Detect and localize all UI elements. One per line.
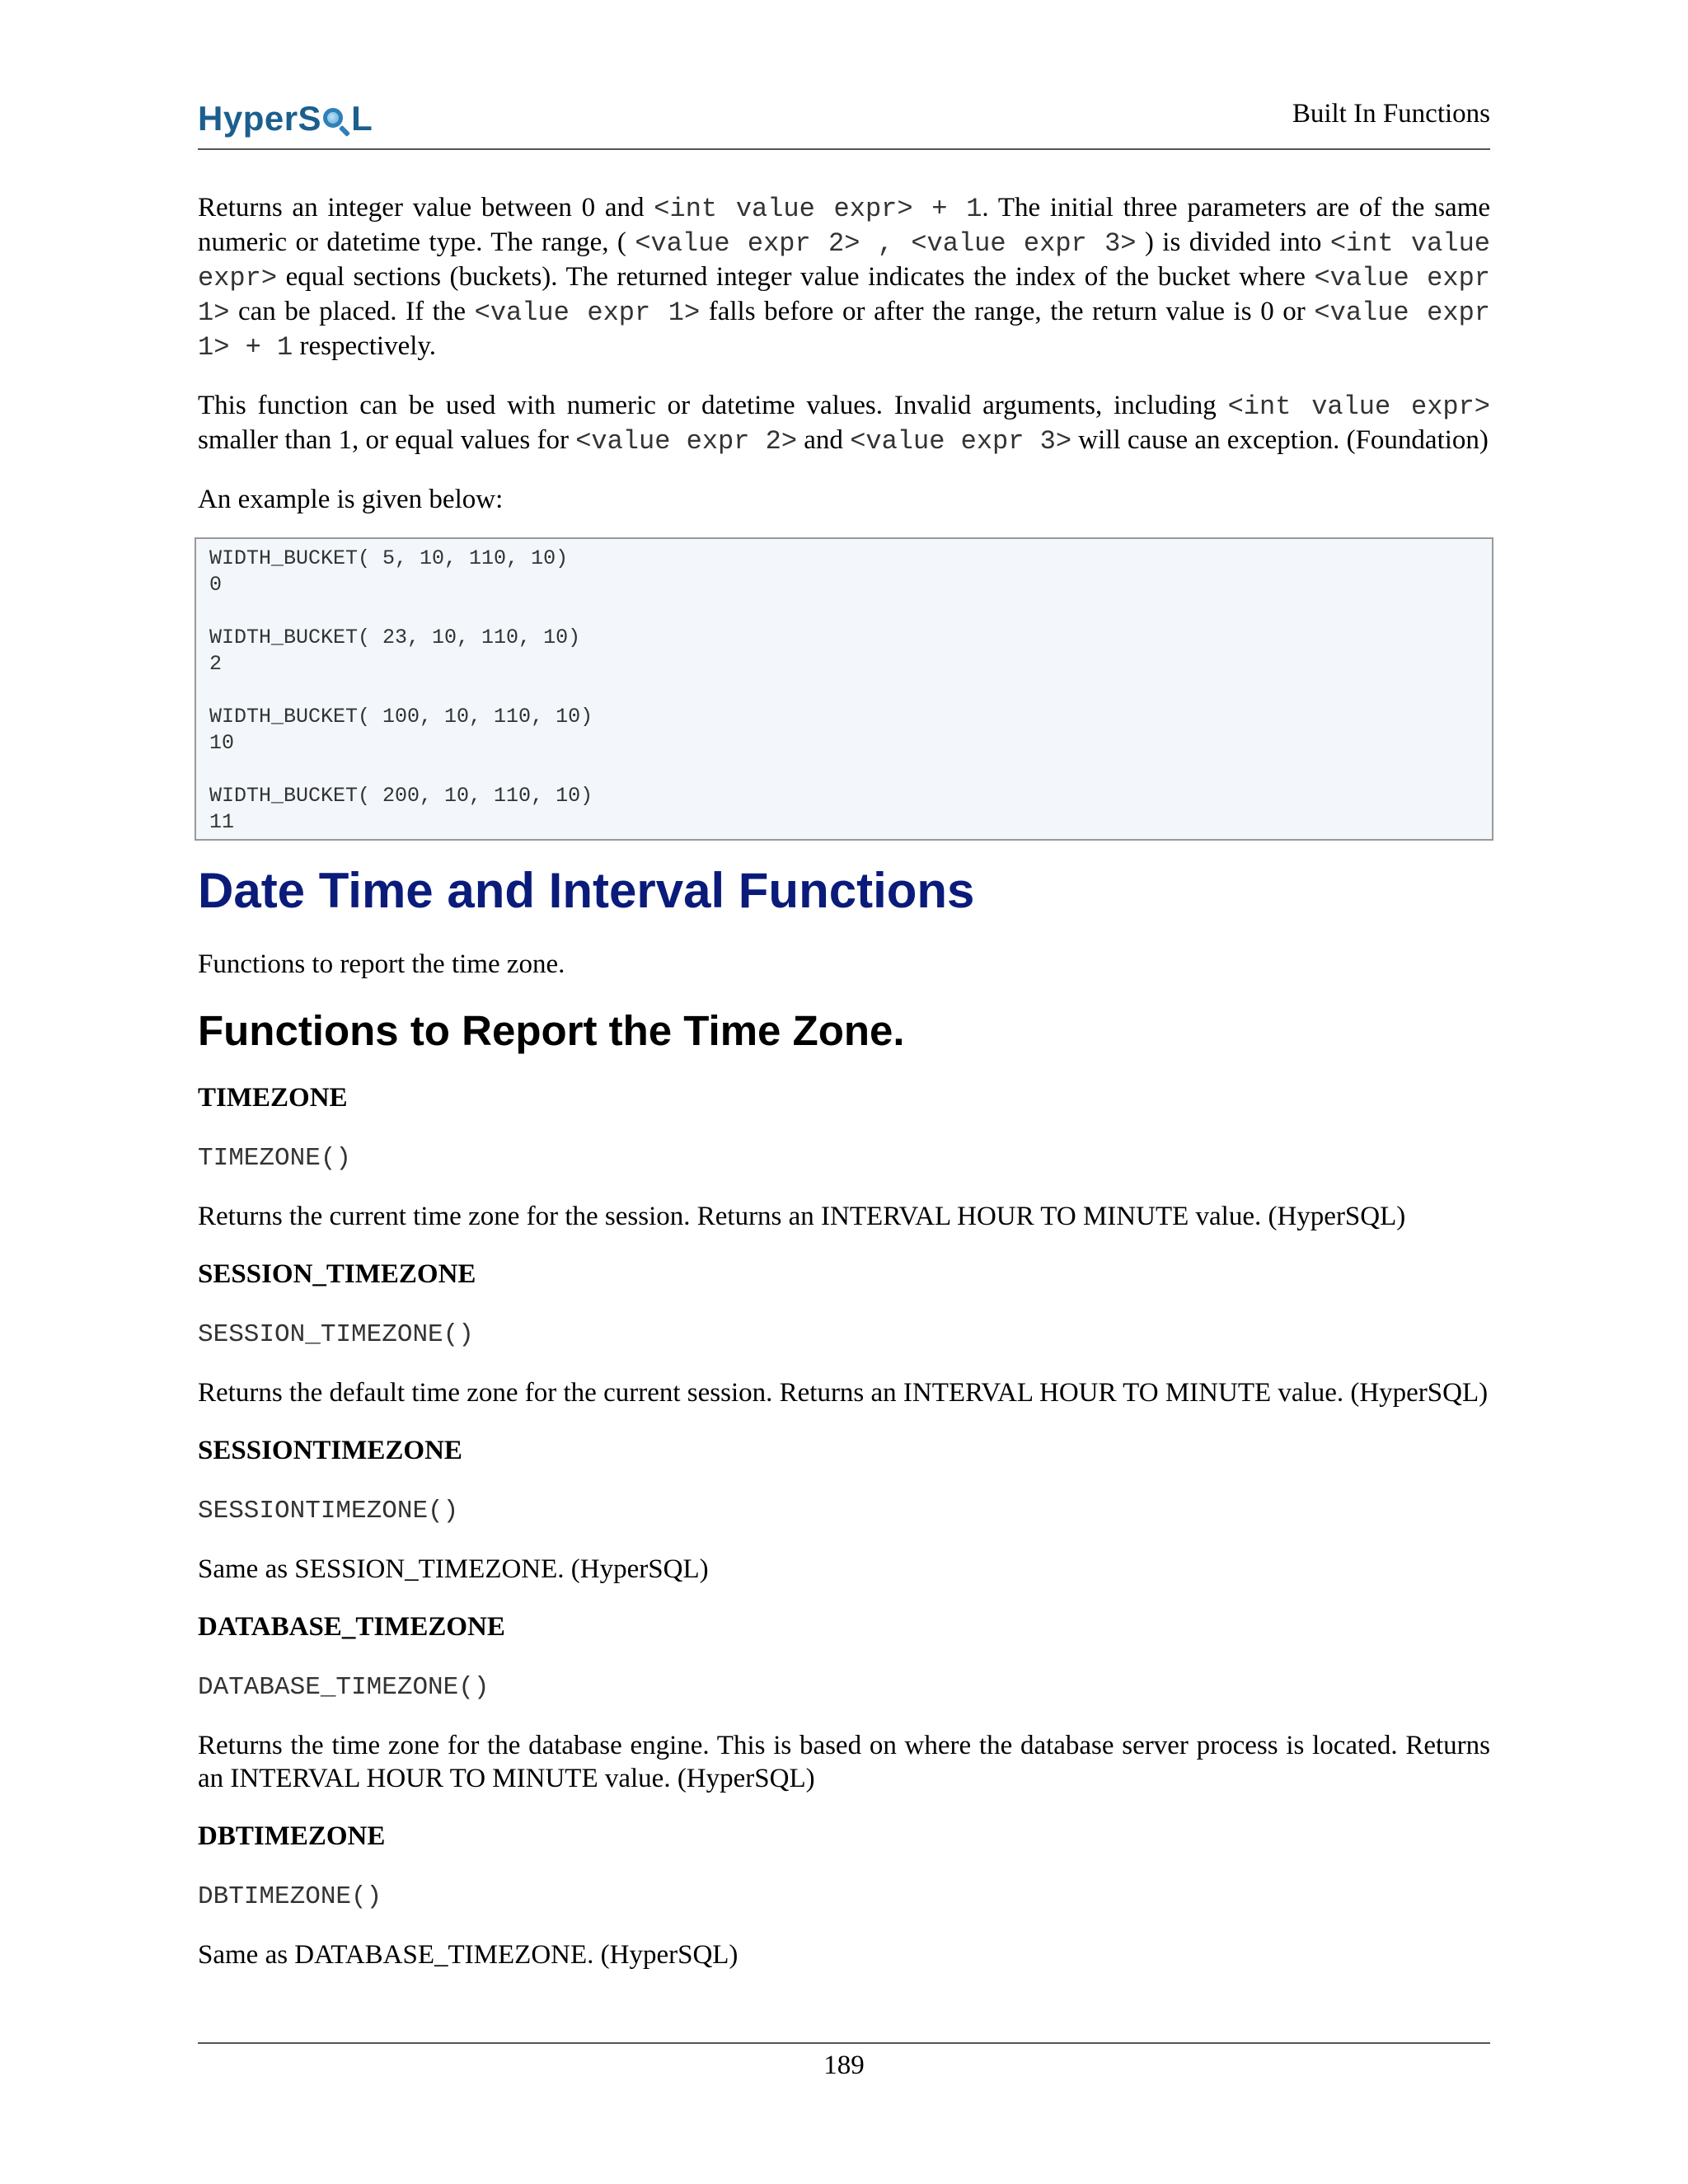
function-entry <box>198 1820 1490 1971</box>
function-signature: SESSIONTIMEZONE() <box>198 1497 459 1526</box>
function-description: Same as DATABASE_TIMEZONE. (HyperSQL) <box>198 1940 738 1970</box>
text-run: equal sections (buckets). The returned integer value indicates the index of the bucket where <box>277 262 1315 292</box>
function-entry <box>198 1434 1490 1586</box>
function-description: Returns the default time zone for the current session. Returns an INTERVAL HOUR TO MINUTE value. (HyperSQL) <box>198 1378 1489 1408</box>
logo-text-left: HyperS <box>198 99 322 138</box>
page-footer <box>198 2042 1490 2081</box>
function-signature: TIMEZONE() <box>198 1144 352 1173</box>
header-section-title: Built In Functions <box>1292 99 1490 129</box>
function-description: Same as SESSION_TIMEZONE. (HyperSQL) <box>198 1554 709 1584</box>
page-number: 189 <box>823 2050 865 2080</box>
function-signature: DBTIMEZONE() <box>198 1882 382 1911</box>
hypersql-logo <box>198 96 373 142</box>
inline-code: <int value expr> + 1 <box>654 194 982 224</box>
inline-code: <value expr 1> + 1 <box>198 298 1490 363</box>
function-signature: DATABASE_TIMEZONE() <box>198 1673 490 1702</box>
function-name: SESSIONTIMEZONE <box>198 1436 462 1465</box>
magnifier-icon <box>322 105 350 133</box>
function-description: Returns the time zone for the database engine. This is based on where the database server process is located. Returns an INTERVAL HOUR TO MINUTE value. (HyperSQL) <box>198 1731 1490 1793</box>
inline-code: <value expr 1> <box>474 298 701 328</box>
inline-code: <value expr 2> , <value expr 3> <box>635 228 1137 259</box>
example-intro: An example is given below: <box>198 485 504 514</box>
section-intro: Functions to report the time zone. <box>198 949 565 979</box>
width-bucket-description <box>198 191 1490 364</box>
page-content <box>198 191 1490 1996</box>
function-name: TIMEZONE <box>198 1083 348 1113</box>
text-run: . The initial three parameters are of the same numeric or datetime type. The range, ( <box>198 193 1491 257</box>
subsection-title: Functions to Report the Time Zone. <box>198 1007 905 1054</box>
function-name: SESSION_TIMEZONE <box>198 1259 476 1289</box>
inline-code: <int value expr> <box>198 228 1490 293</box>
function-entry <box>198 1610 1490 1795</box>
function-signature: SESSION_TIMEZONE() <box>198 1320 474 1349</box>
text-run: falls before or after the range, the return value is 0 or <box>700 297 1315 326</box>
function-description: Returns the current time zone for the session. Returns an INTERVAL HOUR TO MINUTE value. (HyperSQL) <box>198 1202 1406 1231</box>
example-code-block: WIDTH_BUCKET( 5, 10, 110, 10) 0 WIDTH_BUCKET( 23, 10, 110, 10) 2 WIDTH_BUCKET( 100, 10, 110, 10) 10 WIDTH_BUCKET( 200, 10, 110, 10) 11 <box>195 537 1493 841</box>
inline-code: <value expr 3> <box>850 426 1072 457</box>
text-run: can be placed. If the <box>229 297 475 326</box>
page-header <box>198 92 1490 150</box>
function-list <box>198 1081 1490 1971</box>
logo-text-right: L <box>351 99 373 138</box>
text-run: will cause an exception. (Foundation) <box>1071 425 1489 455</box>
inline-code: <value expr 2> <box>575 426 798 457</box>
inline-code: <value expr 1> <box>198 263 1490 328</box>
function-entry <box>198 1081 1490 1233</box>
text-run: ) is divided into <box>1136 227 1330 257</box>
text-run: Returns an integer value between 0 and <box>198 193 654 223</box>
text-run: smaller than 1, or equal values for <box>198 425 576 455</box>
function-name: DBTIMEZONE <box>198 1821 386 1851</box>
text-run: This function can be used with numeric or datetime values. Invalid arguments, including <box>198 391 1228 420</box>
section-title: Date Time and Interval Functions <box>198 863 975 918</box>
text-run: respectively. <box>293 331 437 361</box>
function-name: DATABASE_TIMEZONE <box>198 1612 505 1642</box>
text-run: and <box>797 425 851 455</box>
inline-code: <int value expr> <box>1227 391 1491 422</box>
width-bucket-arguments-note <box>198 389 1490 458</box>
function-entry <box>198 1258 1490 1409</box>
